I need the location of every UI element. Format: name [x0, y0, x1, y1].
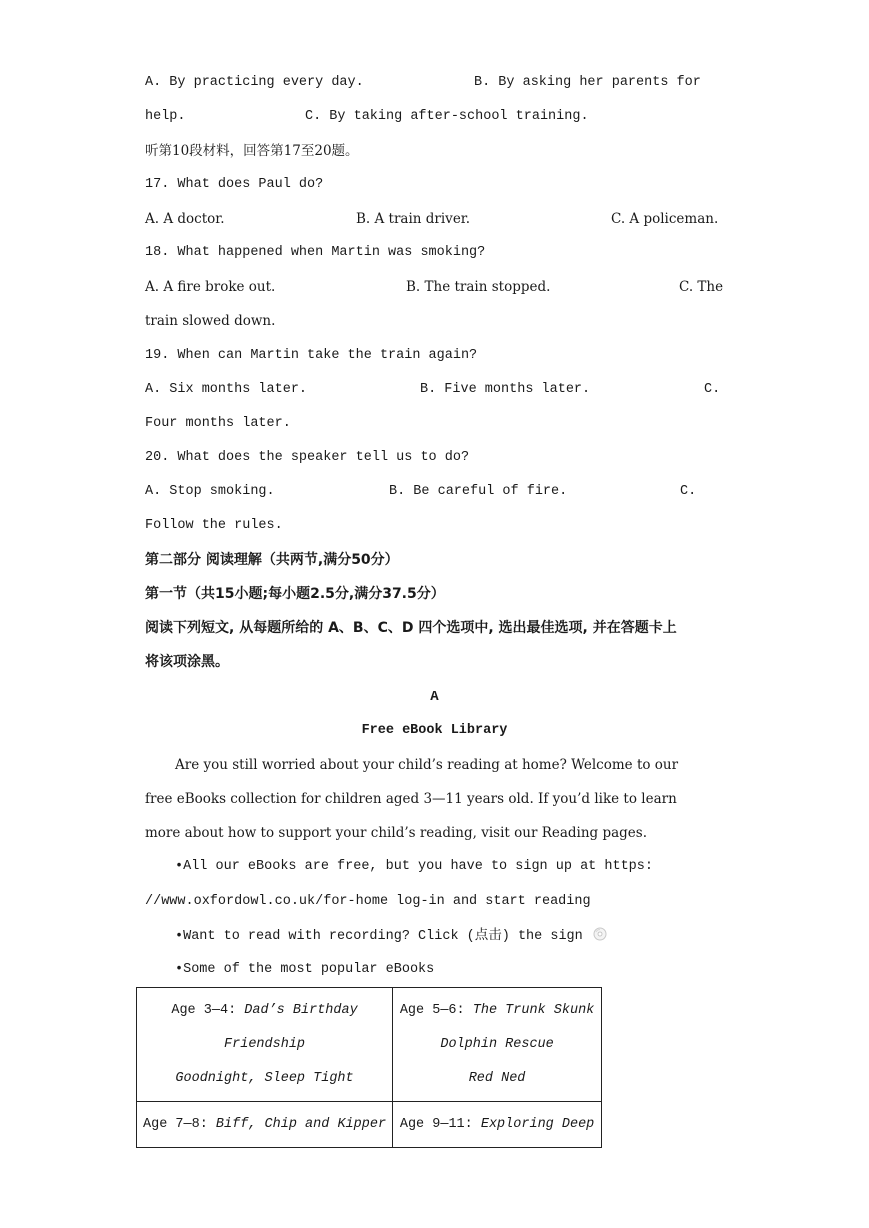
age-label: Age 7—8: [143, 1116, 216, 1132]
q19-option-b: B. Five months later. [420, 382, 591, 397]
part2-instruction-line1: 阅读下列短文, 从每题所给的 A、B、C、D 四个选项中, 选出最佳选项, 并在答题卡上 [145, 620, 677, 636]
table-cell-age-9-11 [393, 1102, 602, 1148]
q20-option-c: C. [680, 484, 697, 499]
bullet-signup-url[interactable]: //www.oxfordowl.co.uk/for-home log-in and start reading [145, 894, 591, 909]
table-cell-age-3-4 [137, 988, 393, 1102]
book-title: Dad’s Birthday [244, 1002, 358, 1018]
book-title: The Trunk Skunk [472, 1002, 595, 1018]
cd-disc-icon[interactable] [593, 927, 607, 941]
q18-option-b: B. The train stopped. [406, 279, 551, 295]
passage-para1-line2: free eBooks collection for children aged 3—11 years old. If you’d like to learn [145, 791, 677, 807]
book-title: Biff, Chip and Kipper [215, 1116, 387, 1132]
book-title: Red Ned [468, 1070, 526, 1086]
passage-letter: A [430, 689, 439, 705]
q16-option-b: B. By asking her parents for [474, 75, 701, 90]
q19-option-a: A. Six months later. [145, 382, 308, 397]
bullet-recording [175, 927, 607, 946]
q17-option-a: A. A doctor. [145, 211, 225, 227]
book-title: Friendship [224, 1036, 306, 1052]
bullet-signup-line1: •All our eBooks are free, but you have to sign up at https: [175, 859, 653, 874]
age-label: Age 9—11: [399, 1116, 481, 1132]
q19-option-c: C. [704, 382, 721, 397]
part2-section1-heading: 第一节（共15小题;每小题2.5分,满分37.5分） [145, 586, 445, 602]
q16-option-a: A. By practicing every day. [145, 75, 364, 90]
passage-para1-line3: more about how to support your child’s reading, visit our Reading pages. [145, 825, 648, 841]
age-label: Age 3—4: [171, 1002, 245, 1018]
table-cell-age-7-8 [137, 1102, 393, 1148]
section-10-intro: 听第10段材料，回答第17至20题。 [145, 143, 359, 159]
bullet-popular-ebooks: •Some of the most popular eBooks [175, 962, 435, 977]
q20-option-c-continued: Follow the rules. [145, 518, 283, 533]
book-title: Goodnight, Sleep Tight [175, 1070, 354, 1086]
part2-heading: 第二部分 阅读理解（共两节,满分50分） [145, 552, 399, 568]
ebooks-table [136, 987, 602, 1148]
q18-option-c-continued: train slowed down. [145, 313, 276, 329]
q17-question: 17. What does Paul do? [145, 177, 324, 192]
q16-option-c: C. By taking after-school training. [305, 109, 589, 124]
q19-option-c-continued: Four months later. [145, 416, 291, 431]
bullet-recording-text: •Want to read with recording? Click (点击) the sign [175, 929, 583, 944]
q18-option-a: A. A fire broke out. [145, 279, 276, 295]
q16-option-b-continued: help. [145, 109, 186, 124]
q18-question: 18. What happened when Martin was smoking? [145, 245, 486, 260]
q20-option-a: A. Stop smoking. [145, 484, 275, 499]
age-label: Age 5—6: [399, 1002, 473, 1018]
q17-option-b: B. A train driver. [356, 211, 471, 227]
passage-title: Free eBook Library [361, 723, 508, 738]
q17-option-c: C. A policeman. [611, 211, 719, 227]
passage-para1-line1: Are you still worried about your child’s reading at home? Welcome to our [175, 757, 679, 773]
book-title: Dolphin Rescue [440, 1036, 554, 1052]
q20-option-b: B. Be careful of fire. [389, 484, 568, 499]
q19-question: 19. When can Martin take the train again? [145, 348, 478, 363]
part2-instruction-line2: 将该项涂黑。 [145, 654, 229, 670]
q18-option-c: C. The [679, 279, 724, 295]
book-title: Exploring Deep [480, 1116, 595, 1132]
q20-question: 20. What does the speaker tell us to do? [145, 450, 470, 465]
table-cell-age-5-6 [393, 988, 602, 1102]
